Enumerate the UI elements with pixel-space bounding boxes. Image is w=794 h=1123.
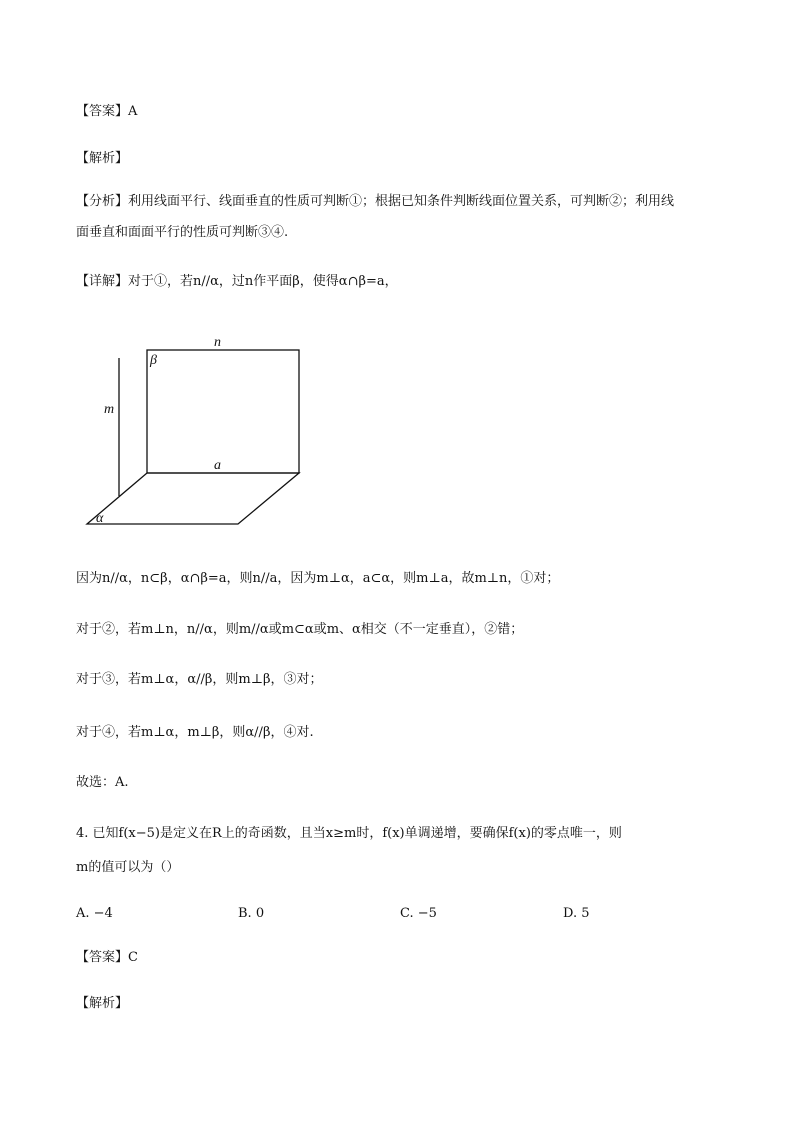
analysis-summary-line-1: 【分析】利用线面平行、线面垂直的性质可判断①；根据已知条件判断线面位置关系，可判断②；利用线 [76, 194, 675, 209]
analysis-heading-2: 【解析】 [76, 996, 129, 1011]
question-4-line-2: m的值可以为（） [76, 860, 180, 875]
plane-alpha [87, 473, 299, 524]
reasoning-line-3: 对于③，若m⊥α，α//β，则m⊥β，③对； [76, 672, 323, 687]
reasoning-line-4: 对于④，若m⊥α，m⊥β，则α//β，④对. [76, 725, 314, 740]
option-c: C. −5 [400, 906, 437, 921]
reasoning-line-1: 因为n//α，n⊂β，α∩β=a，则n//a，因为m⊥α，a⊂α，则m⊥a，故m⊥n，①对； [76, 571, 560, 586]
answer-label-2: 【答案】C [76, 950, 138, 965]
plane-beta [147, 350, 299, 473]
label-n: n [214, 335, 221, 350]
answer-label-1: 【答案】A [76, 104, 138, 119]
reasoning-line-2: 对于②，若m⊥n，n//α，则m//α或m⊂α或m、α相交（不一定垂直），②错； [76, 622, 524, 637]
analysis-summary-line-2: 面垂直和面面平行的性质可判断③④. [76, 225, 289, 240]
detail-intro: 【详解】对于①，若n//α，过n作平面β，使得α∩β=a， [76, 274, 398, 289]
question-4-line-1: 4. 已知f(x−5)是定义在R上的奇函数，且当x≥m时，f(x)单调递增，要确保f(x)的零点唯一，则 [76, 826, 622, 841]
label-m: m [104, 402, 115, 417]
option-a: A. −4 [76, 906, 113, 921]
label-alpha: α [96, 511, 104, 526]
label-beta: β [150, 353, 157, 368]
conclusion: 故选：A. [76, 775, 129, 790]
option-b: B. 0 [238, 906, 265, 921]
label-a: a [214, 458, 221, 473]
analysis-heading-1: 【解析】 [76, 151, 129, 166]
option-d: D. 5 [563, 906, 590, 921]
